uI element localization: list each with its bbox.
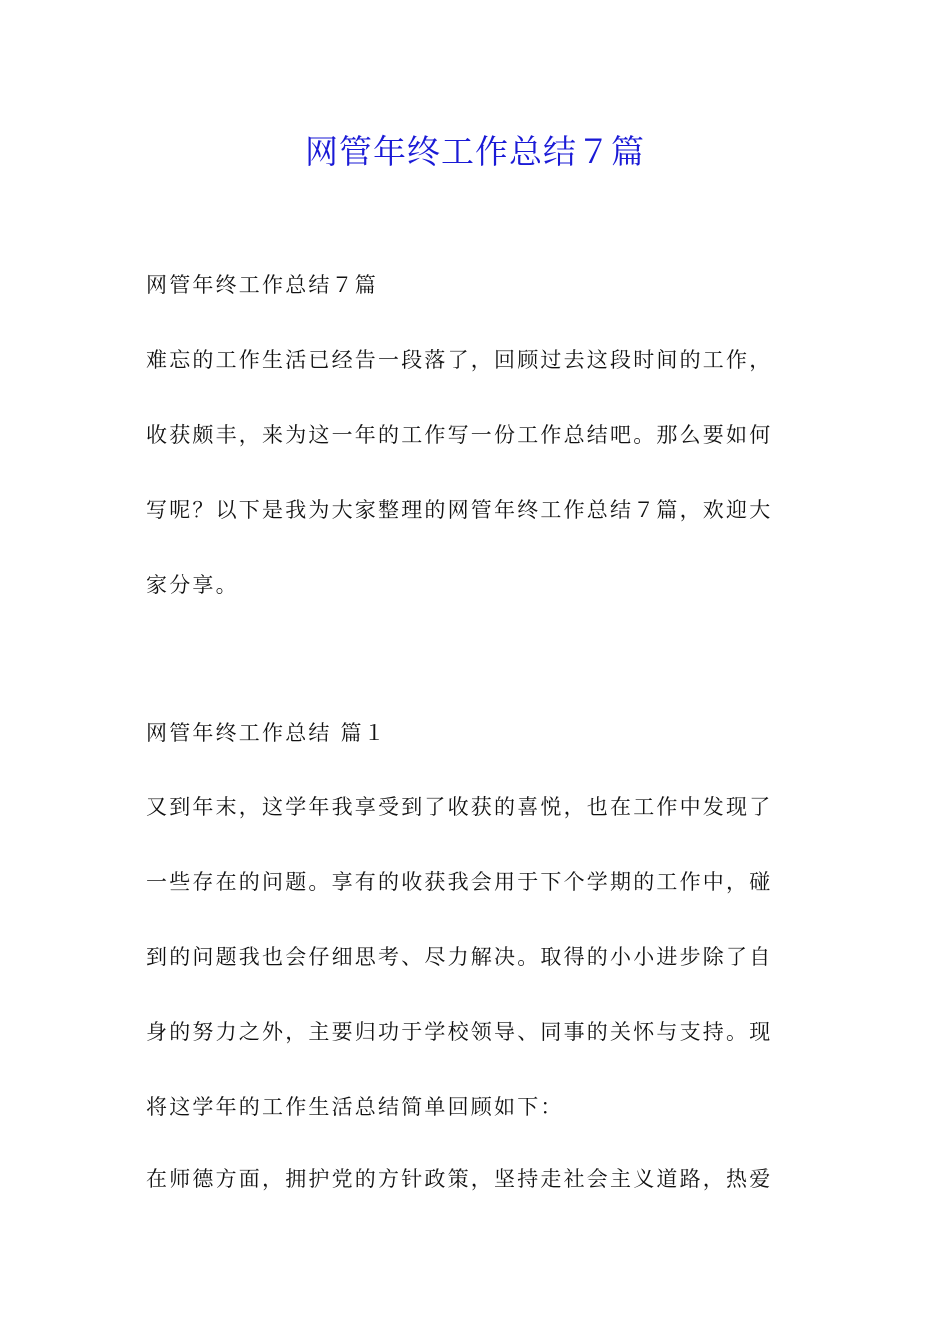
paragraph-line: 一些存在的问题。享有的收获我会用于下个学期的工作中，碰 xyxy=(146,870,773,894)
paragraph-line: 难忘的工作生活已经告一段落了，回顾过去这段时间的工作， xyxy=(146,348,773,372)
paragraph-line: 家分享。 xyxy=(146,573,239,597)
paragraph-line: 收获颇丰，来为这一年的工作写一份工作总结吧。那么要如何 xyxy=(146,423,773,447)
document-title: 网管年终工作总结７篇 xyxy=(305,132,645,171)
paragraph-line: 身的努力之外，主要归功于学校领导、同事的关怀与支持。现 xyxy=(146,1020,773,1044)
section-paragraph xyxy=(146,770,806,1145)
paragraph-line: 又到年末，这学年我享受到了收获的喜悦，也在工作中发现了 xyxy=(146,795,773,819)
paragraph-line: 将这学年的工作生活总结简单回顾如下： xyxy=(146,1095,564,1119)
paragraph-line: 到的问题我也会仔细思考、尽力解决。取得的小小进步除了自 xyxy=(146,945,773,969)
section-paragraph xyxy=(146,1142,806,1217)
paragraph-line: 在师德方面，拥护党的方针政策，坚持走社会主义道路，热爱 xyxy=(146,1167,773,1191)
section-heading: 网管年终工作总结 篇１ xyxy=(146,721,387,745)
intro-paragraph xyxy=(146,323,806,623)
paragraph-line: 写呢？以下是我为大家整理的网管年终工作总结７篇，欢迎大 xyxy=(146,498,773,522)
document-subtitle: 网管年终工作总结７篇 xyxy=(146,273,378,297)
